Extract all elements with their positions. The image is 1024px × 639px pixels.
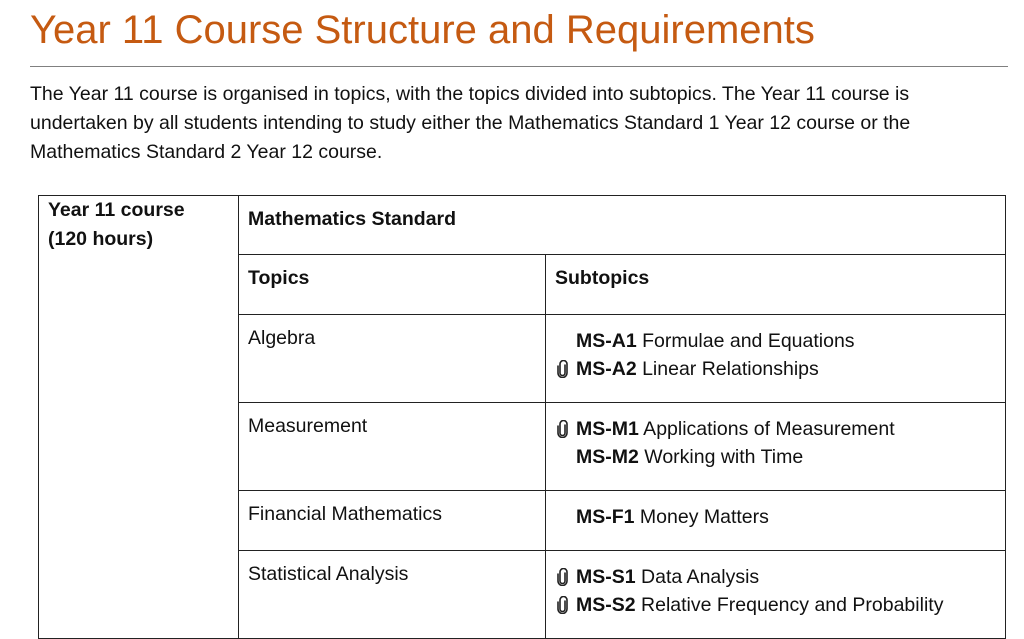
title-divider	[30, 66, 1008, 67]
subtopic-name: Working with Time	[638, 446, 804, 468]
subtopics-cell	[546, 491, 1006, 551]
subtopic-item	[555, 415, 1005, 443]
subtopic-item	[555, 591, 1005, 619]
subtopic-item	[555, 563, 1005, 591]
subtopic-name: Relative Frequency and Probability	[635, 594, 944, 616]
paperclip-icon	[555, 360, 571, 378]
topic-cell: Algebra	[239, 315, 546, 403]
subtopic-code: MS-A2	[576, 358, 637, 380]
subtopic-code: MS-S2	[576, 594, 636, 616]
topic-cell: Financial Mathematics	[239, 491, 546, 551]
subtopic-name: Applications of Measurement	[638, 418, 895, 440]
subtopics-cell	[546, 403, 1006, 491]
column-header-subtopics: Subtopics	[546, 255, 1006, 315]
table-header: Mathematics Standard	[239, 196, 1006, 255]
subtopic-code: MS-A1	[576, 330, 637, 352]
subtopic-code: MS-S1	[576, 566, 636, 588]
page-title: Year 11 Course Structure and Requirements	[30, 8, 815, 52]
topic-cell: Statistical Analysis	[239, 551, 546, 639]
subtopic-name: Linear Relationships	[636, 358, 819, 380]
subtopic-item	[555, 503, 1005, 531]
paperclip-icon	[555, 568, 571, 586]
subtopic-name: Data Analysis	[635, 566, 760, 588]
subtopic-code: MS-F1	[576, 506, 635, 528]
subtopic-item	[555, 327, 1005, 355]
topic-cell: Measurement	[239, 403, 546, 491]
subtopic-name: Formulae and Equations	[636, 330, 855, 352]
subtopic-code: MS-M1	[576, 418, 639, 440]
subtopics-cell	[546, 315, 1006, 403]
column-header-topics: Topics	[239, 255, 546, 315]
paperclip-icon	[555, 596, 571, 614]
paperclip-icon	[555, 420, 571, 438]
subtopics-cell	[546, 551, 1006, 639]
subtopic-item	[555, 443, 1005, 471]
course-cell	[39, 196, 239, 639]
intro-paragraph: The Year 11 course is organised in topics, with the topics divided into subtopics. The Year 11 course is undertaken by all students intending to study either the Mathematics Standard 1 Year 12 course or the Mathematics Standard 2 Year 12 course.	[30, 83, 911, 163]
course-hours: (120 hours)	[48, 228, 154, 250]
course-structure-table	[38, 195, 1006, 639]
course-name: Year 11 course	[48, 199, 185, 221]
subtopic-code: MS-M2	[576, 446, 639, 468]
subtopic-name: Money Matters	[634, 506, 769, 528]
subtopic-item	[555, 355, 1005, 383]
